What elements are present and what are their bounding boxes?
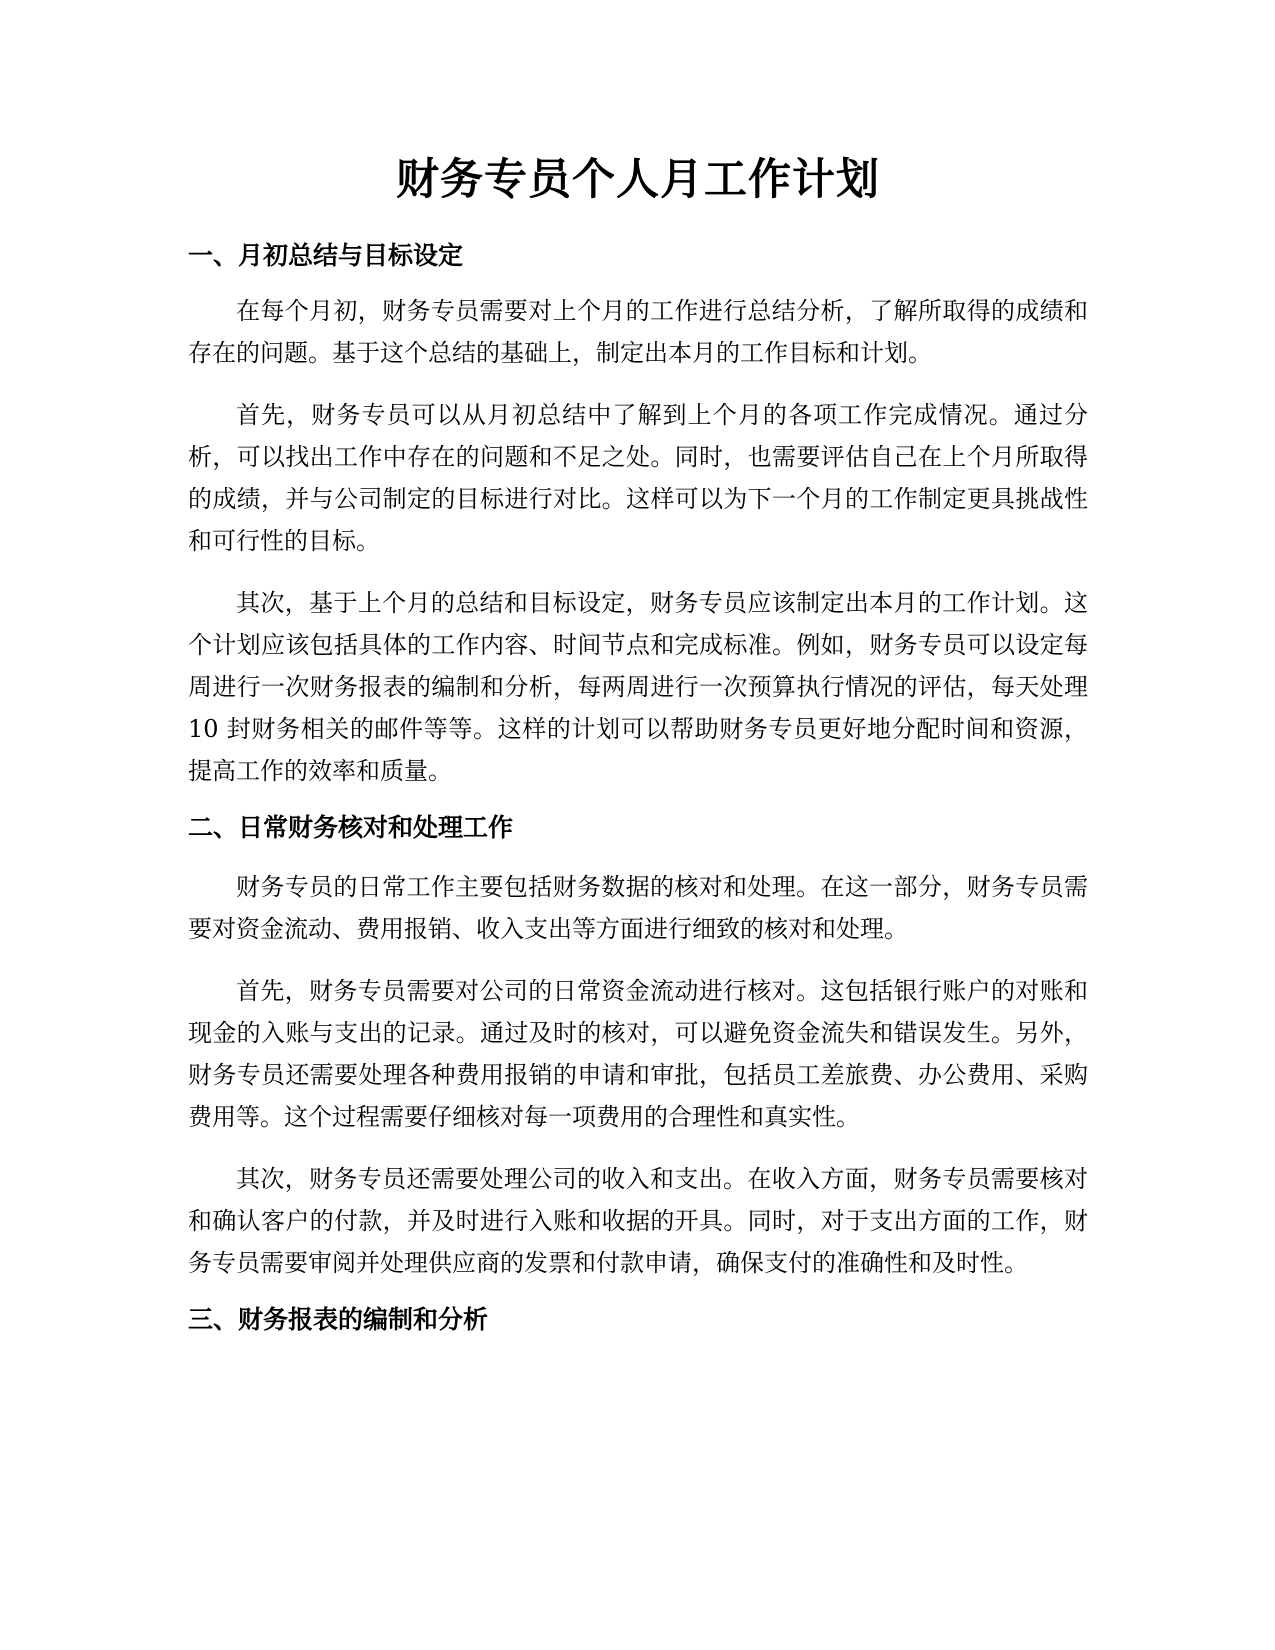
- section-heading-1: 一、月初总结与目标设定: [188, 241, 464, 270]
- title-block: [188, 140, 1088, 236]
- paragraph: 其次，基于上个月的总结和目标设定，财务专员应该制定出本月的工作计划。这个计划应该包括具体的工作内容、时间节点和完成标准。例如，财务专员可以设定每周进行一次财务报表的编制和分析，每两周进行一次预算执行情况的评估，每天处理 10 封财务相关的邮件等等。这样的计划可以帮助财务专员更好地分配时间和资源，提高工作的效率和质量。: [188, 589, 1088, 785]
- paragraph: 财务专员的日常工作主要包括财务数据的核对和处理。在这一部分，财务专员需要对资金流动、费用报销、收入支出等方面进行细致的核对和处理。: [188, 873, 1088, 943]
- paragraph: 在每个月初，财务专员需要对上个月的工作进行总结分析，了解所取得的成绩和存在的问题。基于这个总结的基础上，制定出本月的工作目标和计划。: [188, 297, 1088, 367]
- paragraph: 首先，财务专员可以从月初总结中了解到上个月的各项工作完成情况。通过分析，可以找出工作中存在的问题和不足之处。同时，也需要评估自己在上个月所取得的成绩，并与公司制定的目标进行对比。这样可以为下一个月的工作制定更具挑战性和可行性的目标。: [188, 401, 1088, 555]
- paragraph: 其次，财务专员还需要处理公司的收入和支出。在收入方面，财务专员需要核对和确认客户的付款，并及时进行入账和收据的开具。同时，对于支出方面的工作，财务专员需要审阅并处理供应商的发票和付款申请，确保支付的准确性和及时性。: [188, 1165, 1088, 1277]
- page-title: 财务专员个人月工作计划: [396, 155, 880, 205]
- section-heading-3: 三、财务报表的编制和分析: [188, 1305, 489, 1334]
- document-body: [188, 140, 1088, 1340]
- paragraph: 首先，财务专员需要对公司的日常资金流动进行核对。这包括银行账户的对账和现金的入账与支出的记录。通过及时的核对，可以避免资金流失和错误发生。另外，财务专员还需要处理各种费用报销的申请和审批，包括员工差旅费、办公费用、采购费用等。这个过程需要仔细核对每一项费用的合理性和真实性。: [188, 977, 1088, 1131]
- section-heading-2: 二、日常财务核对和处理工作: [188, 813, 514, 842]
